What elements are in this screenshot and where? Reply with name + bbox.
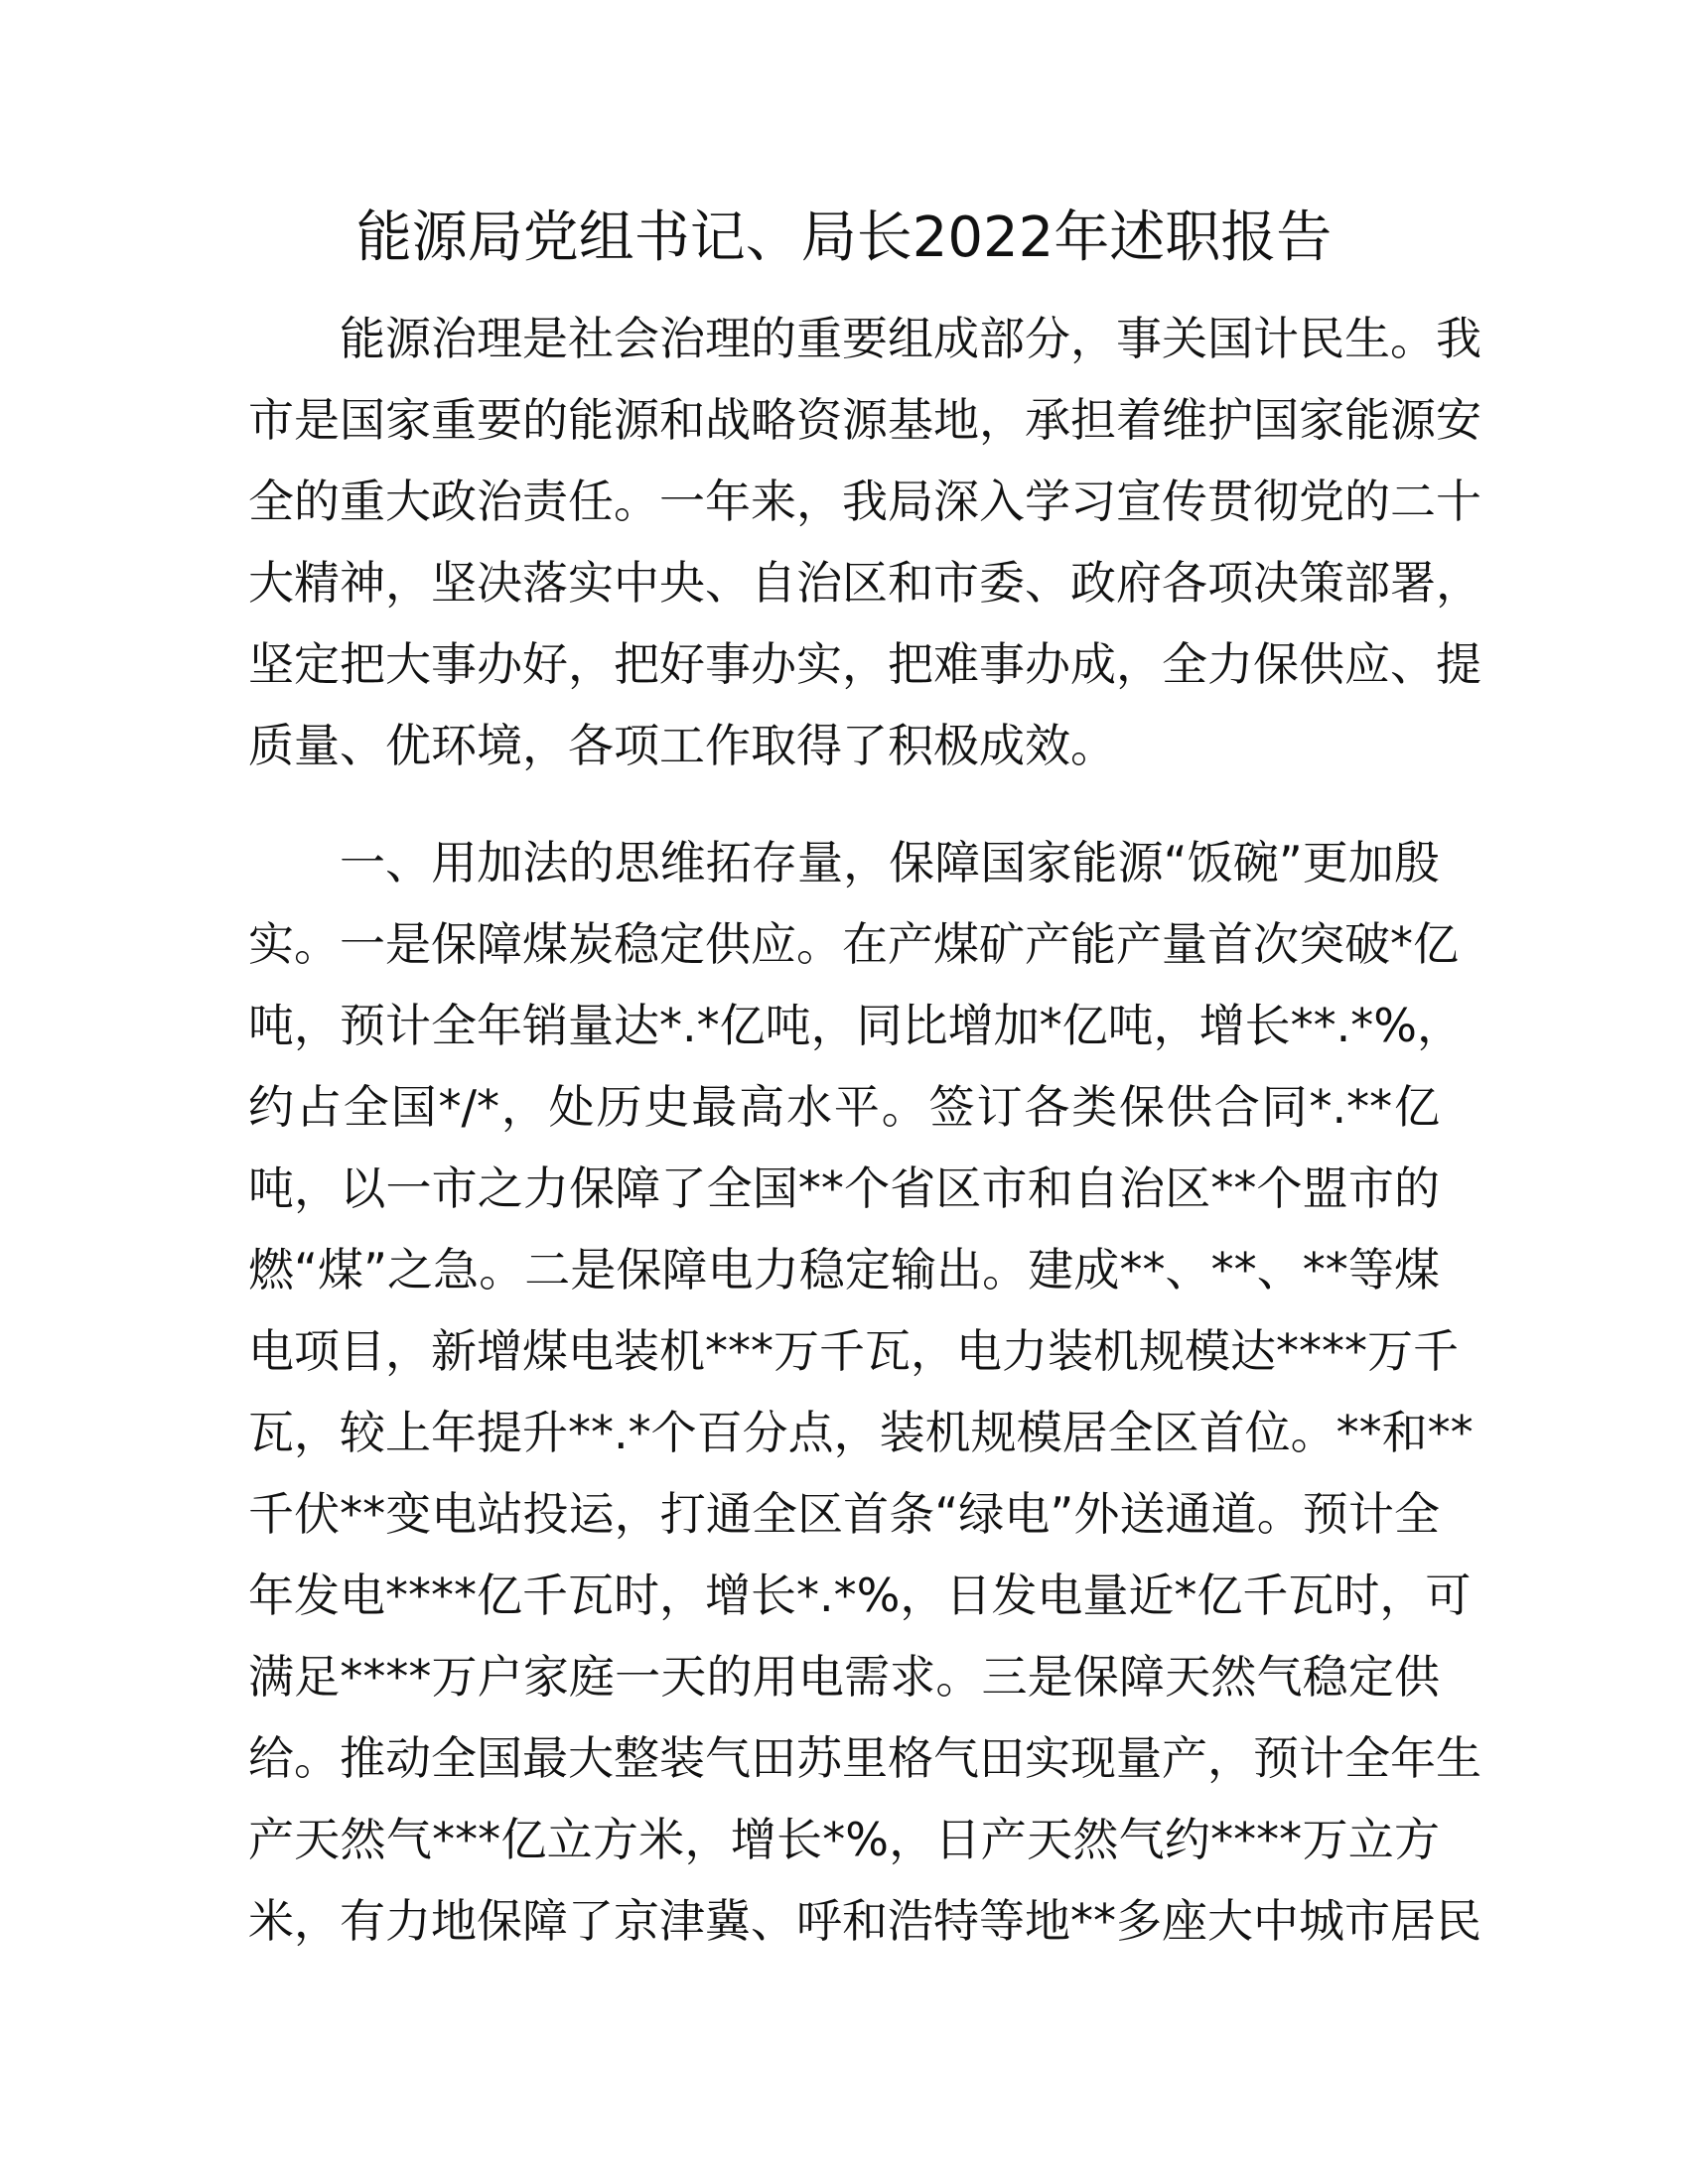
text-line: 电项目，新增煤电装机***万千瓦，电力装机规模达****万千 [248,1324,1459,1378]
document-body [248,298,1481,1962]
text-line: 吨，以一市之力保障了全国**个省区市和自治区**个盟市的 [248,1161,1440,1215]
paragraph-section-one [248,822,1481,1962]
text-line: 能源治理是社会治理的重要组成部分，事关国计民生。我 [340,312,1481,365]
text-line: 瓦，较上年提升**.*个百分点，装机规模居全区首位。**和** [248,1406,1474,1459]
text-line: 质量、优环境，各项工作取得了积极成效。 [248,719,1116,772]
text-line: 约占全国*/*，处历史最高水平。签订各类保供合同*.**亿 [248,1080,1440,1134]
text-line: 燃“煤”之急。二是保障电力稳定输出。建成**、**、**等煤 [248,1243,1440,1297]
text-line: 千伏**变电站投运，打通全区首条“绿电”外送通道。预计全 [248,1487,1440,1541]
text-line: 市是国家重要的能源和战略资源基地，承担着维护国家能源安 [248,393,1481,447]
text-line: 产天然气***亿立方米，增长*%，日产天然气约****万立方 [248,1813,1440,1866]
text-line: 全的重大政治责任。一年来，我局深入学习宣传贯彻党的二十 [248,475,1481,528]
text-line: 大精神，坚决落实中央、自治区和市委、政府各项决策部署， [248,556,1481,610]
text-line: 吨，预计全年销量达*.*亿吨，同比增加*亿吨，增长**.*%， [248,999,1463,1052]
paragraph-intro [248,298,1481,786]
text-line: 给。推动全国最大整装气田苏里格气田实现量产，预计全年生 [248,1731,1481,1785]
text-line: 米，有力地保障了京津冀、呼和浩特等地**多座大中城市居民 [248,1894,1481,1948]
document-title: 能源局党组书记、局长2022年述职报告 [355,205,1333,270]
text-line: 实。一是保障煤炭稳定供应。在产煤矿产能产量首次突破*亿 [248,917,1459,971]
text-line: 一、用加法的思维拓存量，保障国家能源“饭碗”更加殷 [340,836,1440,889]
text-line: 年发电****亿千瓦时，增长*.*%，日发电量近*亿千瓦时，可 [248,1569,1472,1622]
text-line: 满足****万户家庭一天的用电需求。三是保障天然气稳定供 [248,1650,1440,1704]
text-line: 坚定把大事办好，把好事办实，把难事办成，全力保供应、提 [248,637,1481,691]
